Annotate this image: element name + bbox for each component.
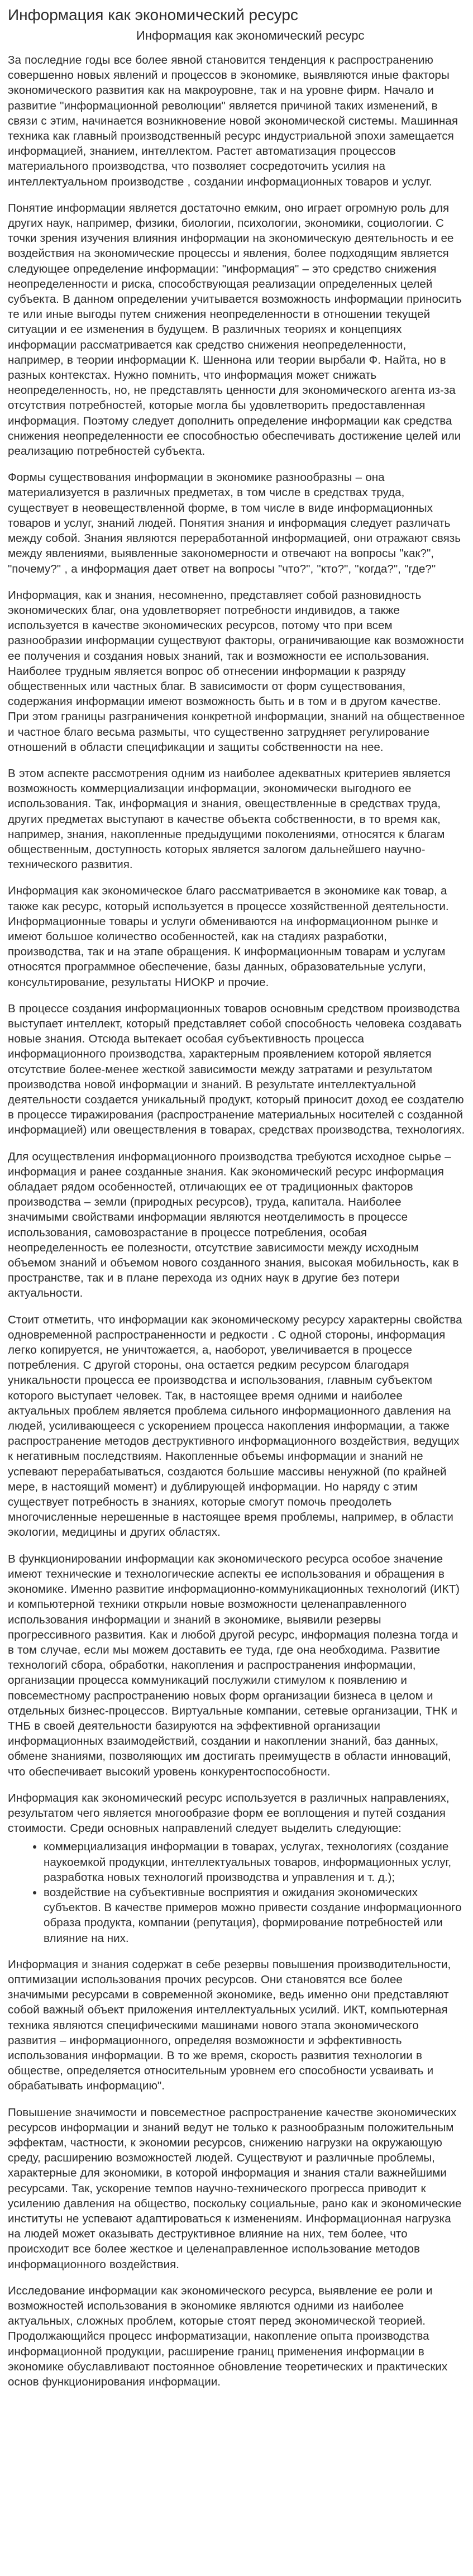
paragraph: За последние годы все более явной становится тенденция к распространению совершенно новых явлений и процессов в экономике, выявляются иные факторы экономического развития как на макроуровне, так и на уровне фирм. Начало и развитие "информационной революции" является причиной таких изменений, в связи с этим, начинается возникновение новой экономической системы. Машинная техника как главный производственный ресурс индустриальной эпохи замещается информацией, знанием, интеллектом. Растет автоматизация процессов материального производства, что позволяет сосредоточить усилия на интеллектуальном производстве , создании информационных товаров и услуг. [8,54,458,188]
paragraph: Информация как экономическое благо рассматривается в экономике как товар, а также как ресурс, который используется в процессе хозяйственной деятельности. Информационные товары и услуги обмениваются на информационном рынке и имеют большое количество особенностей, как на стадиях разработки, производства, так и на этапе обращения. К информационным товарам и услугам относятся программное обеспечение, базы данных, образовательные услуги, консультирование, результаты НИОКР и прочие. [8,884,449,989]
page-title: Информация как экономический ресурс [8,6,298,23]
bullet-list [8,1839,465,1945]
paragraph: В этом аспекте рассмотрения одним из наиболее адекватных критериев является возможность коммерциализации информации, экономически выгодного ее использования. Так, информация и знания, овеществленные в средствах труда, других предметах выступают в качестве объекта собственности, в то время как, например, знания, накопленные предыдущими поколениями, относятся к благам общественным, доступность которых является залогом дальнейшего научно-технического развития. [8,766,451,872]
paragraph: Понятие информации является достаточно емким, оно играет огромную роль для других наук, например, физики, биологии, психологии, экономики, социологии. С точки зрения изучения влияния информации на экономическую деятельность и ее воздействия на экономические процессы и явления, более подходящим является следующее определение информации: "информация" – это средство снижения неопределенности и риска, способствующая реализации определенных целей субъекта. В данном определении учитывается возможность информации приносить те или иные выгоды путем снижения неопределенности в отношении текущей ситуации и ее изменения в будущем. В различных теориях и концепциях информации рассматривается как средство снижения неопределенности, например, в теории информации К. Шеннона или теории вырбали Ф. Найта, но в разных контекстах. Нужно помнить, что информация может снижать неопределенность, но, не представлять ценности для экономического агента из-за отсутствия потребностей, которые могла бы удовлетворить предоставленная информация. Поэтому следует дополнить определение информации как средства снижения неопределенности ее способностью обеспечивать достижение целей или реализацию потребностей субъекта. [8,201,462,458]
paragraph: Стоит отметить, что информации как экономическому ресурсу характерны свойства одновременной распространенности и редкости . С одной стороны, информация легко копируется, не уничтожается, а, наоборот, увеличивается в процессе потребления. С другой стороны, она остается редким ресурсом благодаря уникальности процесса ее производства и использования, главным субъектом которого выступает человек. Так, в настоящее время одними и наиболее актуальных проблем является проблема сильного информационного давления на людей, усиливающееся с ускорением процесса накопления информации, а также распространение методов деструктивного информационного воздействия, ведущих к негативным последствиям. Накопленные объемы информации и знаний не успевают перерабатываться, создаются большие массивы ненужной (по крайней мере, в настоящий момент) и дублирующей информации. Но наряду с этим существует потребность в знаниях, которые смогут помочь преодолеть многочисленные нерешенные в настоящее время проблемы, например, в области экологии, медицины и других областях. [8,1313,462,1539]
paragraph: В функционировании информации как экономического ресурса особое значение имеют технические и технологические аспекты ее использования и обращения в экономике. Именно развитие информационно-коммуникационных технологий (ИКТ) и компьютерной техники открыли новые возможности целенаправленного использования информации и знаний в экономике, выявили резервы прогрессивного развития. Как и любой другой ресурс, информация полезна тогда и в том случае, если мы можем доставить ее туда, где она необходима. Развитие технологий сбора, обработки, накопления и распространения информации, организации процесса коммуникаций послужили стимулом к появлению и повсеместному распространению новых форм организации бизнеса в целом и отдельных бизнес-процессов. Виртуальные компании, сетевые организации, ТНК и ТНБ в своей деятельности базируются на эффективной организации информационных взаимодействий, создании и накоплении знаний, баз данных, обмене знаниями, позволяющих им достигать преимуществ в области инноваций, что обеспечивает высокий уровень конкурентоспособности. [8,1552,460,1778]
paragraph: Исследование информации как экономического ресурса, выявление ее роли и возможностей использования в экономике являются одними из наиболее актуальных, сложных проблем, которые стоят перед экономической теорией. Продолжающийся процесс информатизации, накопление опыта производства информационной продукции, расширение границ применения информации в экономике обуславливают постоянное обновление теоретических и практических основ функционирования информации. [8,2284,448,2389]
paragraph: Информация как экономический ресурс используется в различных направлениях, результатом чего является многообразие форм ее воплощения и путей создания стоимости. Среди основных направлений следует выделить следующие: [8,1791,450,1835]
paragraph: В процессе создания информационных товаров основным средством производства выступает интеллект, который представляет собой способность человека создавать новые знания. Отсюда вытекает особая субъективность процесса информационного производства, характерным проявлением которой является отсутствие более-менее жесткой зависимости между затратами и результатом производства новой информации и знаний. В результате интеллектуальной деятельности создается уникальный продукт, который приносит доход ее создателю в процессе тиражирования (распространение материальных носителей с созданной информацией) или овеществления в товарах, средствах производства, технологиях. [8,1002,465,1137]
paragraph: Формы существования информации в экономике разнообразны – она материализуется в различных предметах, в том числе в средствах труда, существует в неовеществленной форме, в том числе в виде информационных товаров и услуг, знаний людей. Понятия знания и информация следует различать между собой. Знания являются переработанной информацией, они отражают связь между явлениями, выявленные закономерности и отвечают на вопросы "как?", "почему?" , а информация дает ответ на вопросы "что?", "кто?", "когда?", "где?" [8,471,461,575]
paragraph: Информация, как и знания, несомненно, представляет собой разновидность экономических благ, она удовлетворяет потребности индивидов, а также используется в качестве экономических ресурсов, потому что при всем разнообразии информации существуют факторы, ограничивающие как возможности ее получения и создания новых знаний, так и возможности ее использования. Наиболее трудным является вопрос об отнесении информации к разряду общественных или частных благ. В зависимости от форм существования, содержания информации имеют возможность быть и в том и в другом качестве. При этом границы разграничения конкретной информации, знаний на общественное и частное благо весьма размыты, что существенно затрудняет регулирование отношений в области спецификации и защиты собственности на нее. [8,588,465,754]
paragraph: Для осуществления информационного производства требуются исходное сырье – информация и ранее созданные знания. Как экономический ресурс информация обладает рядом особенностей, отличающих ее от традиционных факторов производства – земли (природных ресурсов), труда, капитала. Наиболее значимыми свойствами информации являются неотделимость в процессе использования, самовозрастание в процессе потребления, особая неопределенность ее полезности, отсутствие зависимости между исходным объемом знаний и объемом нового созданного знания, высокая мобильность, как в пространстве, так и в плане перехода из одних наук в другие без потери актуальности. [8,1150,459,1300]
list-item: • воздействие на субъективные восприятия и ожидания экономических субъектов. В качестве примеров можно привести создание информационного образа продукта, компании (репутация), формирование потребностей или влияние на них. [44,1885,465,1946]
list-item: • коммерциализация информации в товарах, услугах, технологиях (создание наукоемкой продукции, интеллектуальных товаров, информационных услуг, разработка новых технологий производства и управления и т. д.); [44,1839,465,1885]
paragraph: Информация и знания содержат в себе резервы повышения производительности, оптимизации использования прочих ресурсов. Они становятся все более значимыми ресурсами в современной экономике, ведь именно они представляют собой важный объект приложения интеллектуальных усилий. ИКТ, компьютерная техника являются специфическими машинами нового этапа экономического развития – информационного, определяя возможности и эффективность использования информации. В то же время, скорость развития технологии в обществе, определяется относительным уровнем его способности усваивать и обрабатывать информацию". [8,1958,451,2093]
article-subtitle: Информация как экономический ресурс [136,28,365,42]
paragraph: Повышение значимости и повсеместное распространение качестве экономических ресурсов информации и знаний ведут не только к разнообразным положительным эффектам, частности, к экономии ресурсов, снижению нагрузки на окружающую среду, расширению возможностей людей. Существуют и различные проблемы, характерные для экономики, в которой информация и знания стали важнейшими ресурсами. Так, ускорение темпов научно-технического прогресса приводит к усилению давления на общество, поскольку социальные, рано как и экономические институты не успевают адаптироваться к изменениям. Информационная нагрузка на людей может оказывать деструктивное влияние на них, тем более, что происходит все более жесткое и целенаправленное использование методов информационного воздействия. [8,2106,462,2271]
